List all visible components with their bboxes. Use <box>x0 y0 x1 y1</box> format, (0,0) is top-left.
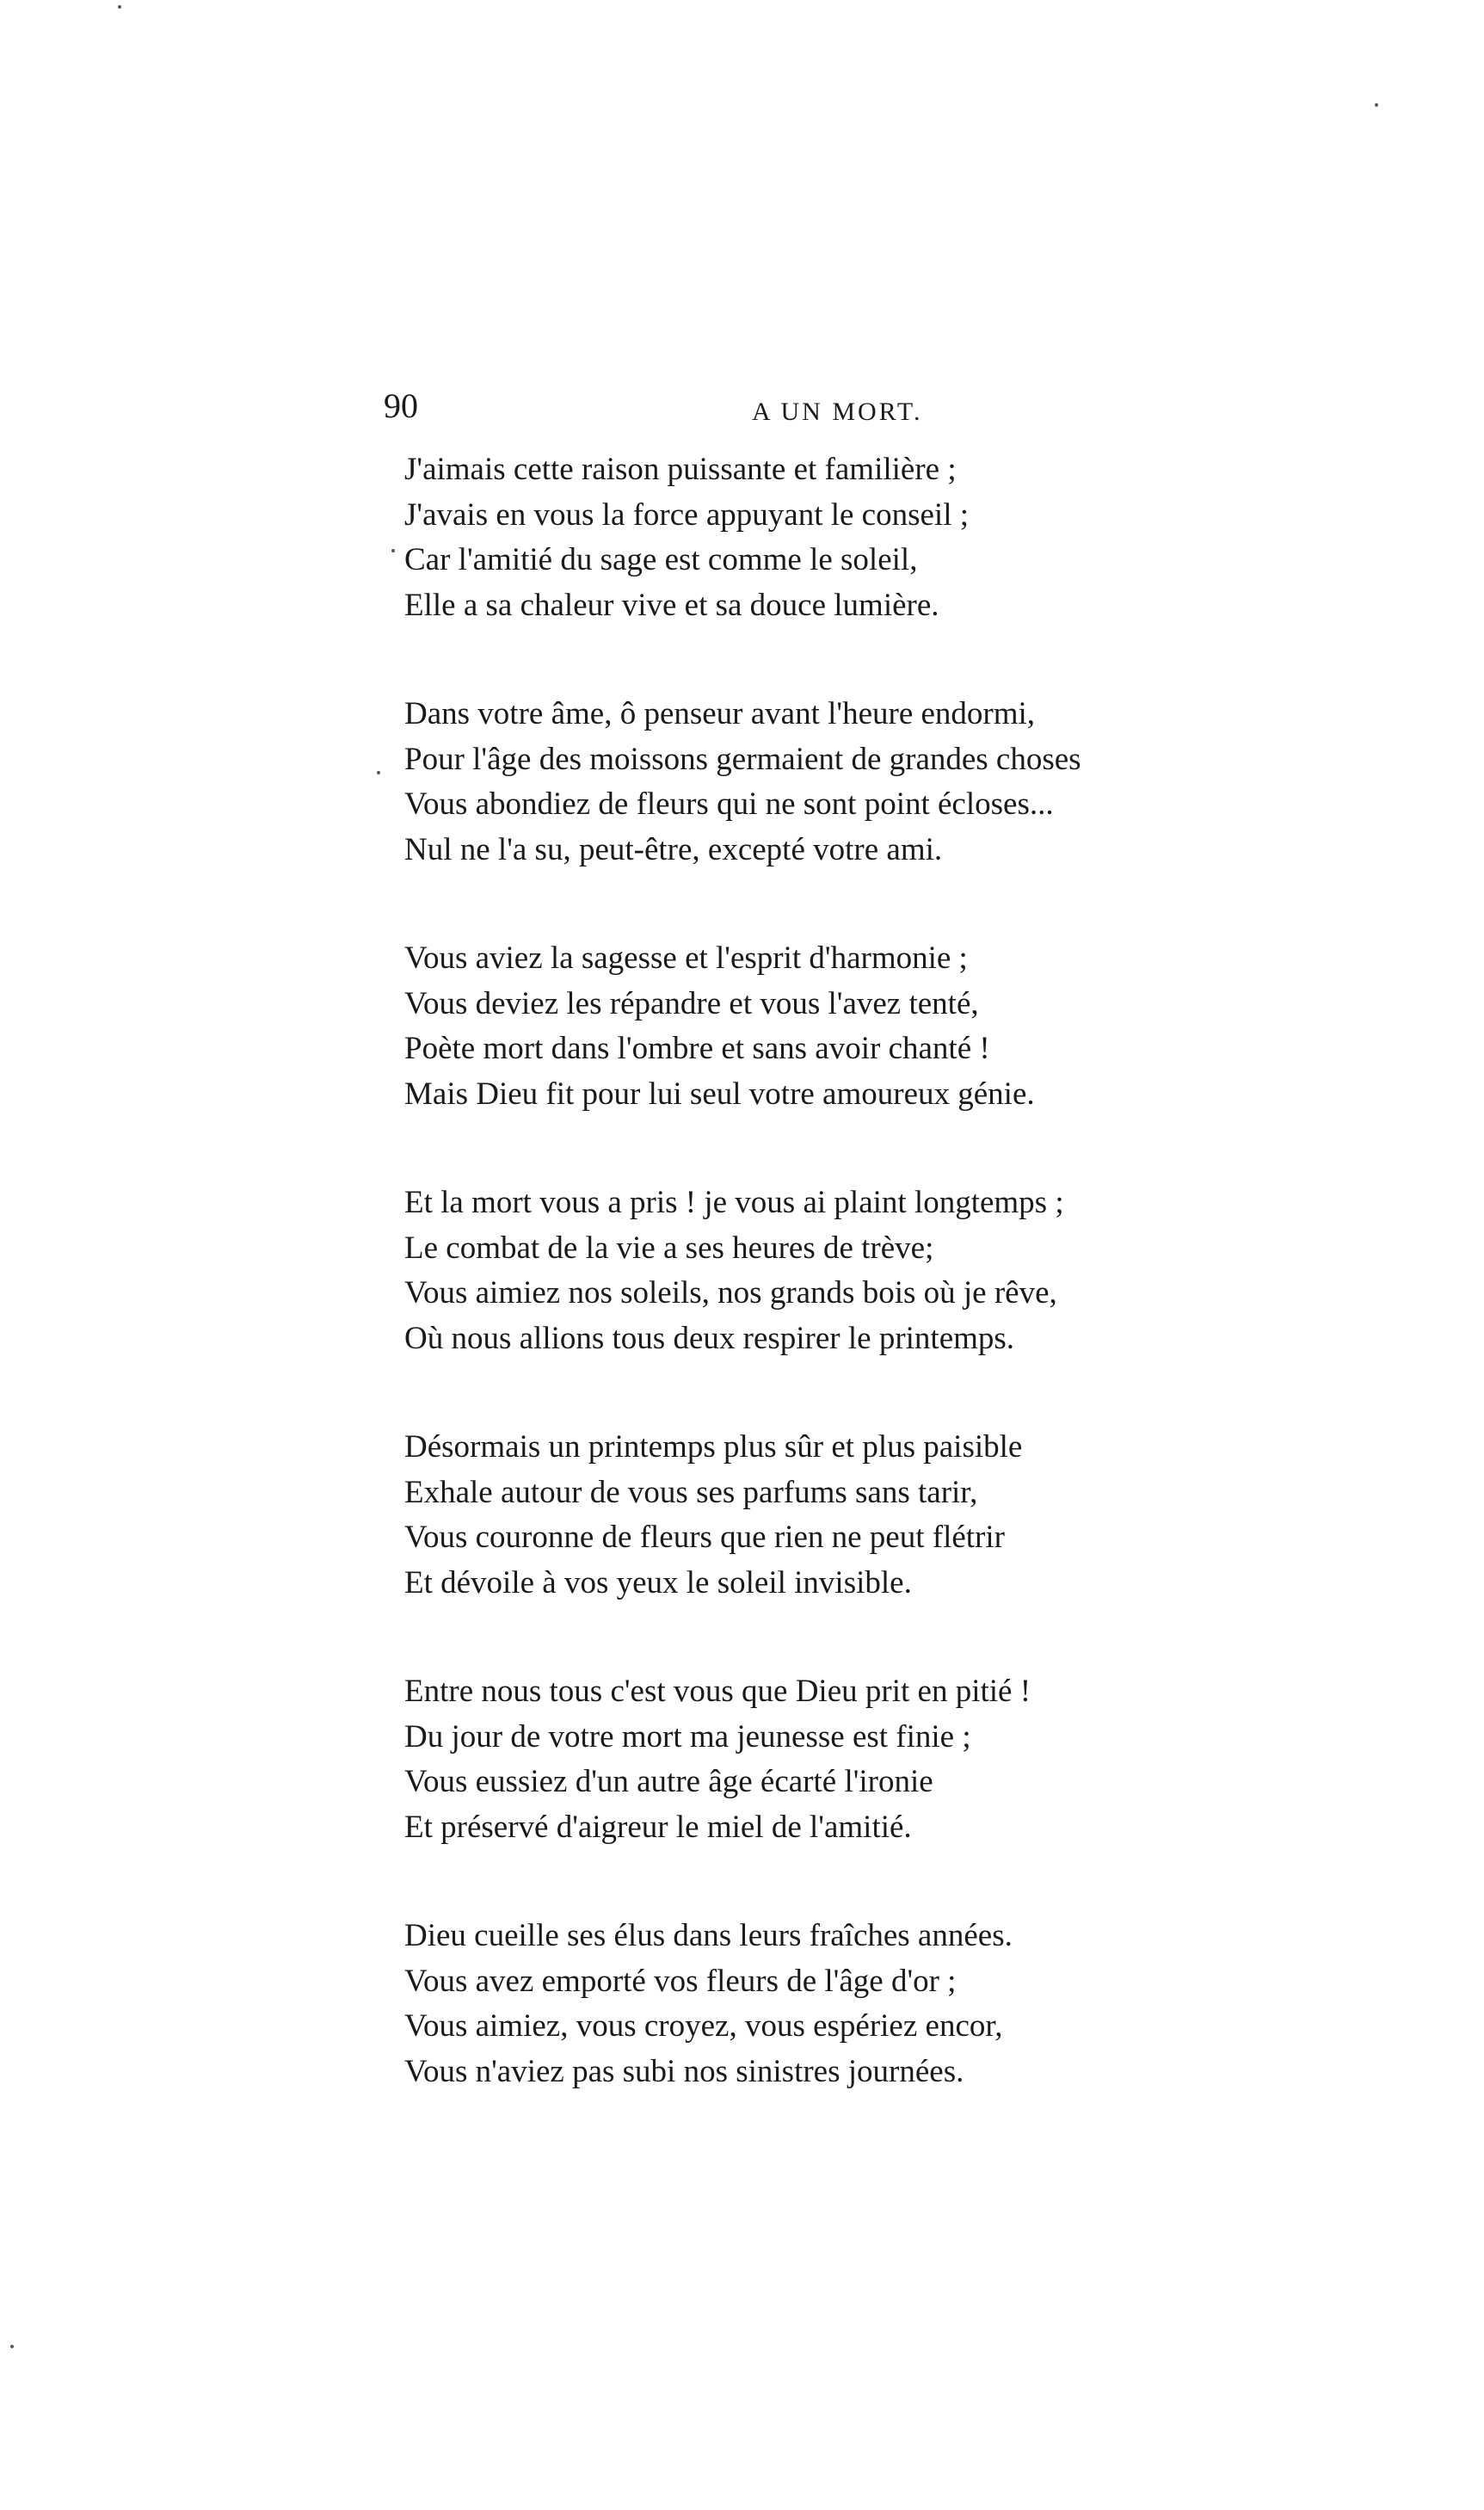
scan-speck <box>1375 103 1378 107</box>
stanza <box>404 1425 1265 1606</box>
scan-speck <box>118 5 121 9</box>
verse-line: Désormais un printemps plus sûr et plus paisible <box>404 1429 1023 1465</box>
verse-line: Mais Dieu fit pour lui seul votre amoureux génie. <box>404 1076 1035 1112</box>
stanza <box>404 1914 1265 2094</box>
verse-line: Dans votre âme, ô penseur avant l'heure endormi, <box>404 696 1036 731</box>
page-number: 90 <box>384 386 418 425</box>
verse-line: Pour l'âge des moissons germaient de grandes choses <box>404 741 1081 777</box>
scan-speck <box>377 771 380 774</box>
verse-line: Exhale autour de vous ses parfums sans tarir, <box>404 1474 978 1510</box>
verse-line: Nul ne l'a su, peut-être, excepté votre ami. <box>404 831 943 867</box>
verse-line: Et la mort vous a pris ! je vous ai plaint longtemps ; <box>404 1185 1064 1220</box>
verse-line: Et dévoile à vos yeux le soleil invisible. <box>404 1564 912 1600</box>
verse-line: Vous aimiez, vous croyez, vous espériez encor, <box>404 2008 1003 2044</box>
verse-line: Vous avez emporté vos fleurs de l'âge d'or ; <box>404 1963 957 1999</box>
stanza <box>404 447 1265 628</box>
verse-line: Dieu cueille ses élus dans leurs fraîches années. <box>404 1918 1013 1953</box>
stanza <box>404 692 1265 873</box>
verse-line: Vous aviez la sagesse et l'esprit d'harmonie ; <box>404 940 968 976</box>
stanza <box>404 1181 1265 1361</box>
stanza <box>404 936 1265 1117</box>
running-title: A UN MORT. <box>752 398 923 426</box>
scan-speck <box>391 549 395 552</box>
verse-line: Entre nous tous c'est vous que Dieu prit en pitié ! <box>404 1674 1031 1709</box>
verse-line: Vous abondiez de fleurs qui ne sont point écloses... <box>404 786 1054 822</box>
verse-line: J'aimais cette raison puissante et familière ; <box>404 452 957 487</box>
verse-line: Vous eussiez d'un autre âge écarté l'ironie <box>404 1764 933 1799</box>
verse-line: Car l'amitié du sage est comme le soleil, <box>404 542 918 577</box>
verse-line: J'avais en vous la force appuyant le conseil ; <box>404 496 970 533</box>
verse-line: Du jour de votre mort ma jeunesse est finie ; <box>404 1718 971 1755</box>
verse-line: Poète mort dans l'ombre et sans avoir chanté ! <box>404 1031 990 1066</box>
poem <box>404 447 1265 2158</box>
scan-speck <box>10 2345 14 2348</box>
verse-line: Et préservé d'aigreur le miel de l'amitié. <box>404 1809 912 1845</box>
stanza <box>404 1669 1265 1850</box>
verse-line: Le combat de la vie a ses heures de trève; <box>404 1230 934 1266</box>
verse-line: Vous couronne de fleurs que rien ne peut flétrir <box>404 1520 1005 1555</box>
verse-line: Vous n'aviez pas subi nos sinistres journées. <box>404 2053 964 2089</box>
verse-line: Où nous allions tous deux respirer le printemps. <box>404 1320 1015 1356</box>
verse-line: Vous deviez les répandre et vous l'avez tenté, <box>404 985 979 1021</box>
verse-line: Elle a sa chaleur vive et sa douce lumière. <box>404 587 939 623</box>
verse-line: Vous aimiez nos soleils, nos grands bois où je rêve, <box>404 1275 1057 1311</box>
